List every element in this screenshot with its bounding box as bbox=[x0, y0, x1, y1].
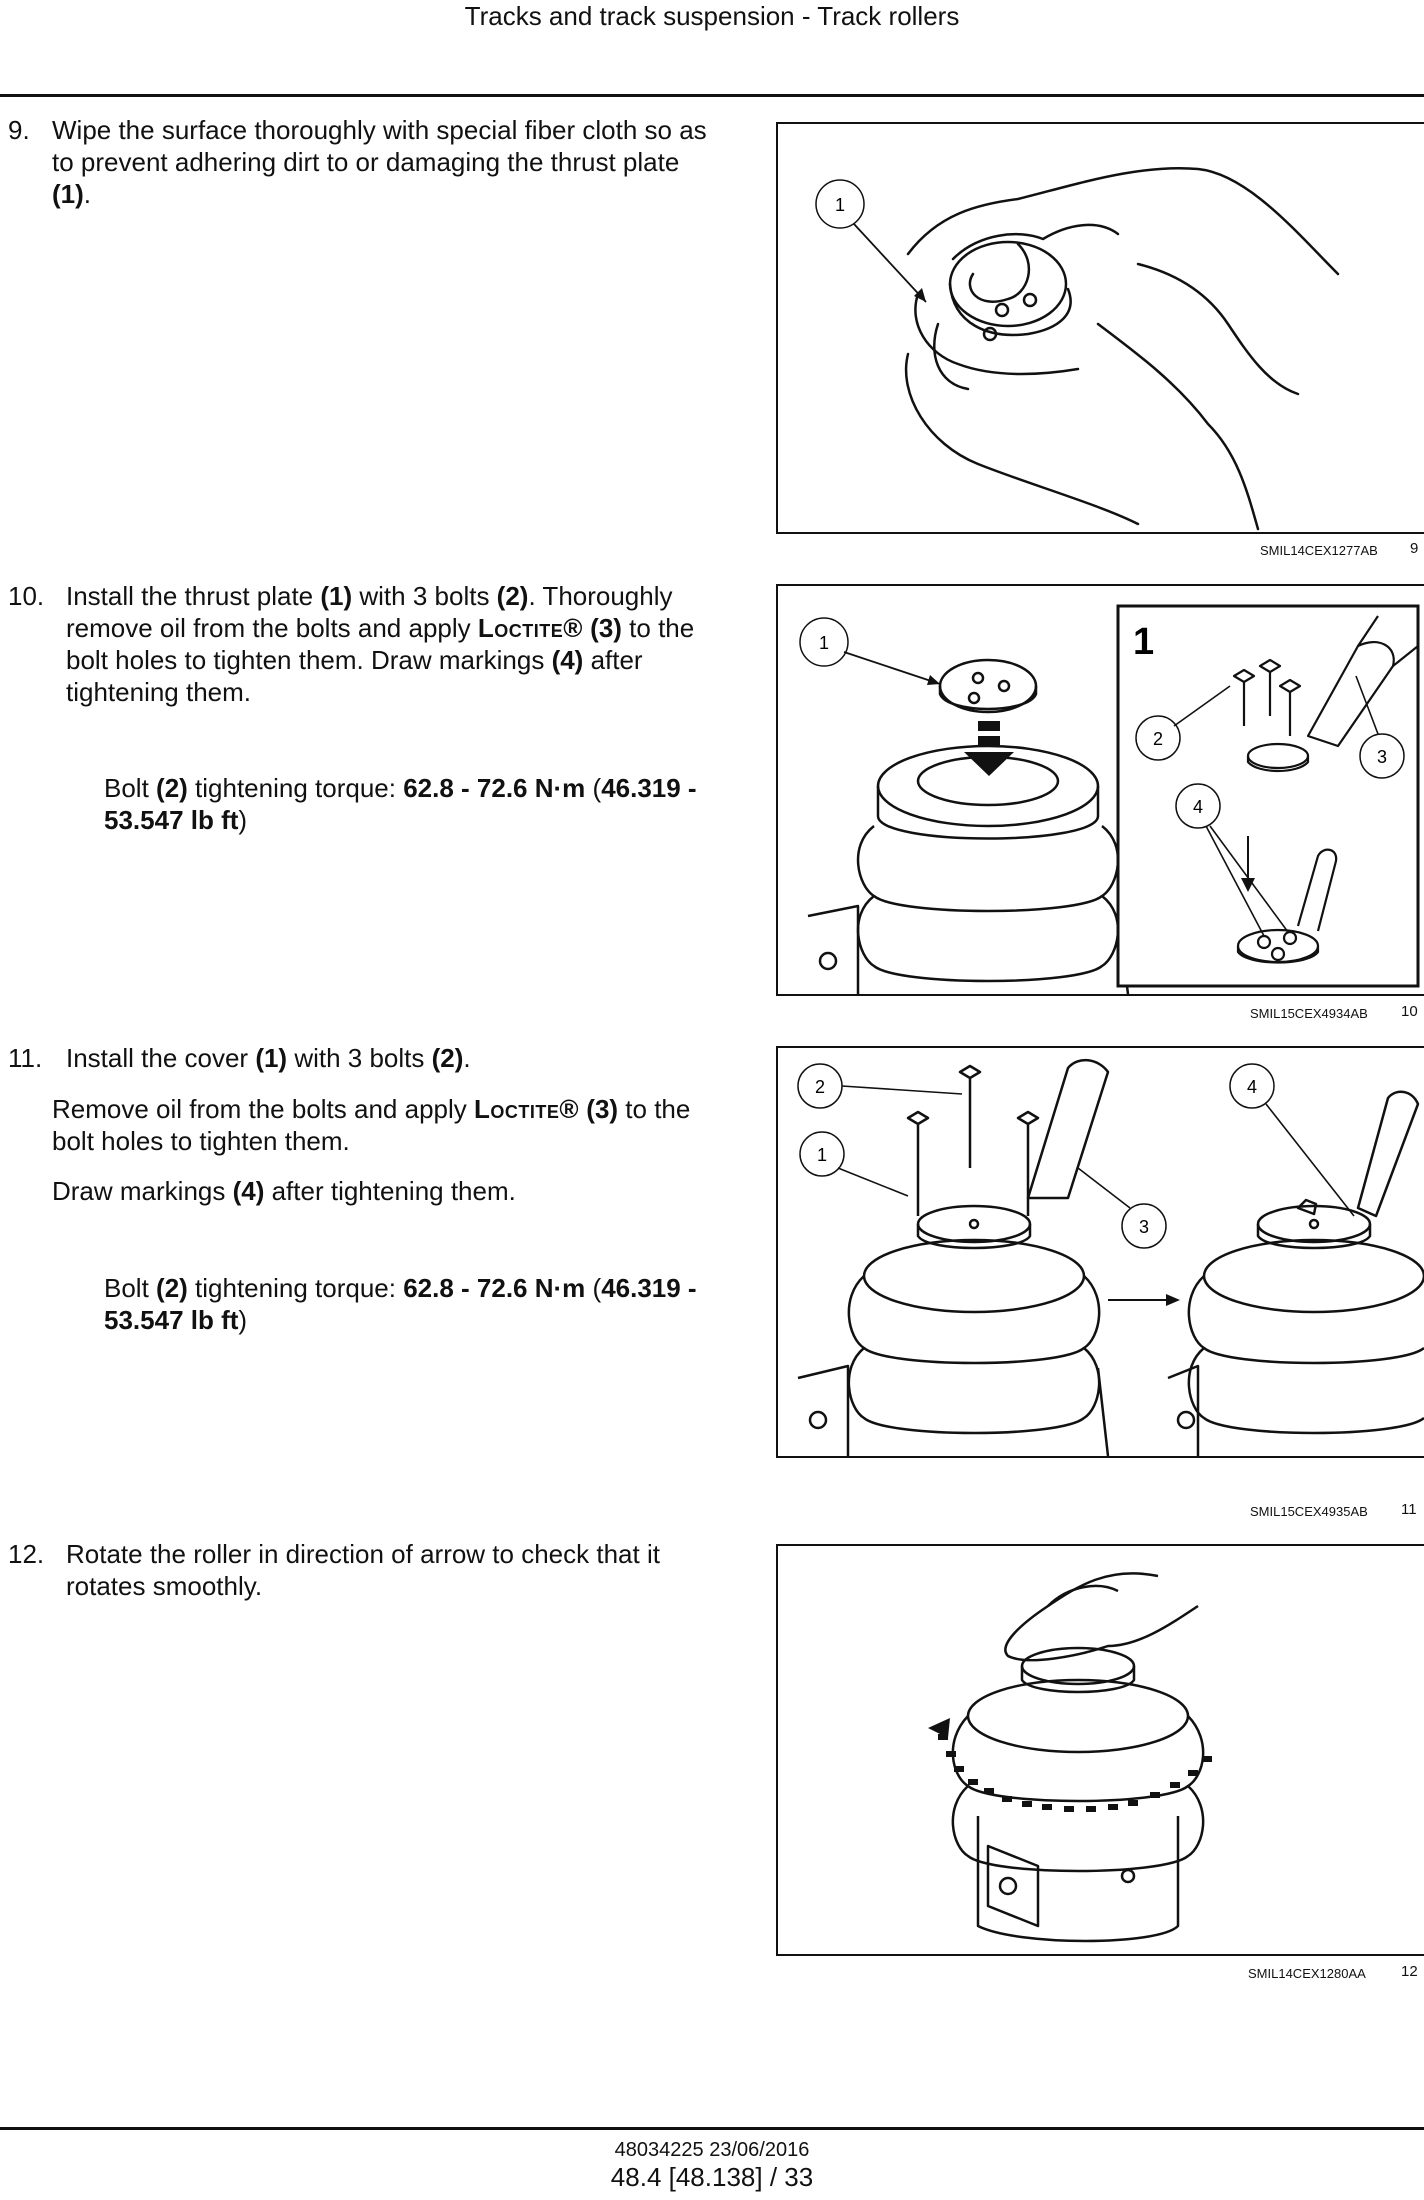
step-text: Draw markings bbox=[52, 1176, 233, 1206]
callout-3: 3 bbox=[1138, 1217, 1150, 1237]
figure-9-number: 9 bbox=[1410, 540, 1419, 557]
footer-doc-id: 48034225 23/06/2016 bbox=[614, 2139, 810, 2161]
figure-9-wiping-thrust-plate bbox=[776, 122, 1424, 534]
callout-4: 4 bbox=[1192, 797, 1204, 817]
step-11 bbox=[8, 1042, 718, 1092]
callout-ref: (4) bbox=[551, 645, 584, 675]
torque-text: ( bbox=[585, 1273, 602, 1303]
callout-1: 1 bbox=[818, 633, 830, 653]
torque-text: Bolt bbox=[104, 1273, 157, 1303]
rotate-roller-illustration bbox=[778, 1546, 1424, 1954]
callout-ref: (2) bbox=[431, 1043, 464, 1073]
inset-label: 1 bbox=[1133, 621, 1155, 663]
callout-4: 4 bbox=[1246, 1077, 1258, 1097]
torque-text: ) bbox=[238, 805, 248, 835]
step-9 bbox=[8, 114, 718, 210]
torque-spec-step-10 bbox=[104, 772, 724, 836]
torque-value-metric: 62.8 - 72.6 N·m bbox=[403, 1273, 586, 1303]
step-12 bbox=[8, 1538, 718, 1602]
step-text: . bbox=[463, 1043, 471, 1073]
footer-page-number: 48.4 [48.138] / 33 bbox=[610, 2162, 814, 2192]
torque-value-metric: 62.8 - 72.6 N·m bbox=[403, 773, 586, 803]
callout-ref: (2) bbox=[156, 773, 188, 803]
step-text: Rotate the roller in direction of arrow to check that it rotates smoothly. bbox=[66, 1539, 660, 1601]
figure-11-cover-install bbox=[776, 1046, 1424, 1458]
callout-ref: (3) bbox=[586, 1094, 619, 1124]
torque-text: ) bbox=[238, 1305, 248, 1335]
callout-3: 3 bbox=[1376, 747, 1388, 767]
step-text: Remove oil from the bolts and apply bbox=[52, 1094, 474, 1124]
figure-12-number: 12 bbox=[1401, 1963, 1418, 1980]
step-11-continued bbox=[52, 1093, 720, 1207]
callout-2: 2 bbox=[814, 1077, 826, 1097]
callout-ref: (1) bbox=[255, 1043, 288, 1073]
step-text: after tightening them. bbox=[264, 1176, 516, 1206]
callout-2: 2 bbox=[1152, 729, 1164, 749]
step-text: Install the thrust plate bbox=[66, 581, 321, 611]
figure-11-number: 11 bbox=[1401, 1501, 1417, 1518]
step-number: 11. bbox=[8, 1043, 43, 1073]
step-text: to the bolt holes to tighten them. bbox=[52, 1094, 691, 1156]
figure-12-rotate-roller bbox=[776, 1544, 1424, 1956]
callout-ref: (3) bbox=[590, 613, 622, 643]
header-rule bbox=[0, 94, 1424, 97]
torque-text: tightening torque: bbox=[187, 773, 404, 803]
callout-ref: (4) bbox=[232, 1176, 265, 1206]
hand-wipe-illustration bbox=[778, 124, 1424, 532]
step-text: after tightening them. bbox=[66, 645, 643, 707]
cover-install-illustration bbox=[778, 1048, 1424, 1456]
figure-10-number: 10 bbox=[1401, 1003, 1418, 1020]
callout-1: 1 bbox=[834, 195, 846, 215]
torque-text: Bolt bbox=[104, 773, 157, 803]
torque-text: ( bbox=[585, 773, 602, 803]
product-name: Loctite® bbox=[477, 613, 583, 643]
figure-10-code: SMIL15CEX4934AB bbox=[1250, 1006, 1368, 1021]
callout-ref: (2) bbox=[496, 581, 529, 611]
step-text: to the bolt holes to tighten them. Draw markings bbox=[66, 613, 695, 675]
callout-ref: (1) bbox=[52, 179, 84, 209]
figure-12-code: SMIL14CEX1280AA bbox=[1248, 1966, 1366, 1981]
figure-11-code: SMIL15CEX4935AB bbox=[1250, 1504, 1368, 1519]
step-text: . Thoroughly remove oil from the bolts and apply bbox=[66, 581, 673, 643]
thrust-plate-illustration bbox=[778, 586, 1424, 994]
step-text: . bbox=[83, 179, 92, 209]
step-text: with 3 bolts bbox=[352, 581, 497, 611]
torque-text: tightening torque: bbox=[187, 1273, 404, 1303]
step-number: 10. bbox=[8, 581, 45, 611]
figure-10-thrust-plate-install bbox=[776, 584, 1424, 996]
step-text: Install the cover bbox=[66, 1043, 256, 1073]
torque-spec-step-11 bbox=[104, 1272, 724, 1336]
step-number: 9. bbox=[8, 115, 30, 145]
footer-rule bbox=[0, 2127, 1424, 2130]
step-10 bbox=[8, 580, 718, 708]
step-text: with 3 bolts bbox=[287, 1043, 432, 1073]
step-number: 12. bbox=[8, 1539, 45, 1569]
page-header-title: Tracks and track suspension - Track rollers bbox=[464, 1, 960, 31]
torque-value-imperial: 46.319 - 53.547 lb ft bbox=[104, 1273, 697, 1335]
step-text: Wipe the surface thoroughly with special fiber cloth so as to prevent adhering dirt to or damaging the thrust plate bbox=[52, 115, 707, 177]
torque-value-imperial: 46.319 - 53.547 lb ft bbox=[104, 773, 697, 835]
callout-ref: (2) bbox=[156, 1273, 188, 1303]
callout-ref: (1) bbox=[320, 581, 353, 611]
product-name: Loctite® bbox=[474, 1094, 580, 1124]
figure-9-code: SMIL14CEX1277AB bbox=[1260, 543, 1378, 558]
callout-1: 1 bbox=[816, 1145, 828, 1165]
